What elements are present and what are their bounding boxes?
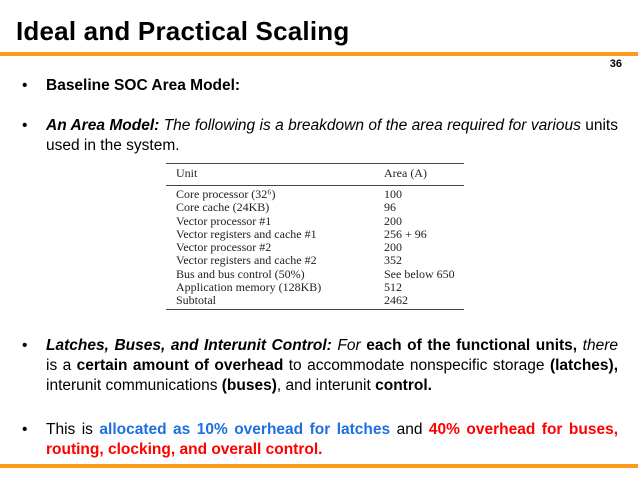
table-row — [166, 254, 464, 267]
bullet-overhead-allocation — [22, 420, 618, 460]
table-cell-area: 2462 — [384, 293, 408, 308]
table-cell-area: See below 650 — [384, 266, 455, 281]
table-cell-area: 352 — [384, 253, 402, 268]
bullet-segment: there — [577, 337, 618, 354]
table-row — [166, 228, 464, 241]
bullet-segment: units used in the system. — [46, 117, 618, 154]
table-cell-unit: Vector processor #1 — [176, 213, 272, 228]
slide-title: Ideal and Practical Scaling — [16, 16, 350, 46]
area-breakdown-table — [166, 163, 464, 310]
bullet-segment: , and interunit — [276, 377, 376, 394]
table-cell-area: 96 — [384, 200, 396, 215]
bullet-text: Baseline SOC Area Model: — [46, 77, 241, 94]
table-body — [166, 186, 464, 308]
table-cell-area: 256 + 96 — [384, 226, 427, 241]
bullet-segment: This is — [46, 421, 100, 438]
bullet-text — [46, 420, 618, 460]
footer-divider — [0, 464, 638, 468]
table-rule-bottom — [166, 309, 464, 310]
bullet-lead: An Area Model: — [46, 117, 160, 134]
bullet-text — [46, 336, 618, 396]
table-cell-area: 200 — [384, 240, 402, 255]
table-cell-unit: Core cache (24KB) — [176, 200, 270, 215]
bullet-segment: each of the functional units, — [366, 337, 578, 354]
bullet-segment: (latches), — [549, 357, 619, 374]
bullet-dot: • — [22, 421, 28, 438]
bullet-segment: For — [331, 337, 367, 354]
bullet-segment: and — [390, 421, 429, 438]
table-cell-unit: Vector registers and cache #2 — [176, 253, 317, 268]
table-row — [166, 281, 464, 294]
table-cell-unit: Core processor (32⁶) — [176, 187, 276, 201]
bullet-dot: • — [22, 77, 28, 94]
bullet-dot: • — [22, 337, 28, 354]
table-cell-unit: Bus and bus control (50%) — [176, 266, 305, 281]
table-row — [166, 241, 464, 254]
bullet-segment: interunit communications — [46, 377, 222, 394]
bullet-area-model — [22, 116, 618, 156]
page-number: 36 — [609, 58, 622, 70]
table-cell-unit: Application memory (128KB) — [176, 280, 322, 295]
bullet-baseline-model — [22, 76, 618, 96]
table-row — [166, 294, 464, 307]
table-header-row — [166, 164, 464, 183]
table-cell-unit: Vector processor #2 — [176, 240, 272, 255]
bullet-dot: • — [22, 117, 28, 134]
table-header-unit: Unit — [176, 166, 198, 180]
table-row — [166, 215, 464, 228]
table-cell-area: 512 — [384, 280, 402, 295]
highlight-latches-overhead: allocated as 10% overhead for latches — [99, 421, 391, 438]
title-divider — [0, 52, 638, 56]
bullet-segment: (buses) — [221, 377, 277, 394]
bullet-lead: Latches, Buses, and Interunit Control: — [46, 337, 332, 354]
highlight-bus-overhead: 40% overhead for buses, routing, clocking, and overall control. — [46, 421, 618, 458]
bullet-segment: certain amount of overhead — [76, 357, 284, 374]
table-row — [166, 201, 464, 214]
bullet-segment: is a — [46, 357, 77, 374]
table-cell-area: 200 — [384, 213, 402, 228]
table-cell-area: 100 — [384, 187, 402, 201]
bullet-latches-buses — [22, 336, 618, 396]
bullet-text — [46, 116, 618, 156]
bullet-segment: to accommodate nonspecific storage — [283, 357, 550, 374]
bullet-segment: control. — [375, 377, 432, 394]
table-row — [166, 268, 464, 281]
table-cell-unit: Subtotal — [176, 293, 217, 308]
table-header-area: Area (A) — [384, 166, 427, 180]
bullet-segment: The following is a breakdown of the area required for — [159, 117, 531, 134]
table-row — [166, 188, 464, 201]
table-cell-unit: Vector registers and cache #1 — [176, 226, 317, 241]
bullet-segment: various — [530, 117, 581, 134]
